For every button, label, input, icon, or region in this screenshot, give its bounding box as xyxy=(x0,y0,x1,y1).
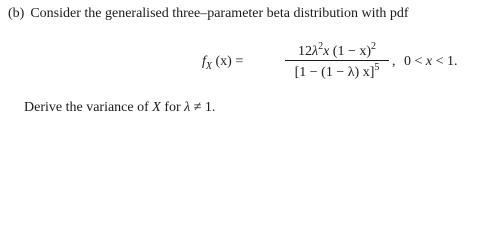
numerator-tail: (1 − x) xyxy=(332,44,372,59)
lhs-subscript: X xyxy=(205,60,212,72)
task-prefix: Derive the variance of xyxy=(24,100,149,115)
denominator-exponent: 5 xyxy=(374,62,380,73)
task-parameter: λ xyxy=(184,100,191,115)
condition-left: 0 < xyxy=(404,54,423,69)
numerator-tail-exponent: 2 xyxy=(371,41,377,52)
task-relation: ≠ 1. xyxy=(193,100,216,115)
numerator-lambda: λ xyxy=(311,44,319,59)
task-variable: X xyxy=(152,100,161,115)
numerator-lambda-exponent: 2 xyxy=(318,41,324,52)
question-text: Consider the generalised three–parameter beta distribution with pdf xyxy=(30,6,409,21)
question-prompt xyxy=(8,6,409,22)
equation-comma: , xyxy=(392,54,396,69)
lhs-argument: (x) = xyxy=(215,54,244,69)
fraction-numerator xyxy=(285,41,389,60)
denominator-body: [1 − (1 − λ) x] xyxy=(294,65,375,80)
support-condition xyxy=(404,54,458,70)
numerator-coefficient: 12 xyxy=(297,44,312,59)
numerator-x: x xyxy=(323,44,330,59)
task-mid: for xyxy=(164,100,181,115)
fraction-denominator xyxy=(285,62,389,81)
fraction-bar xyxy=(285,60,389,61)
question-label: (b) xyxy=(8,6,25,21)
equation-lhs xyxy=(202,54,243,72)
lhs-function: f xyxy=(202,54,206,69)
task-instruction xyxy=(24,100,215,116)
condition-right: < 1. xyxy=(435,54,458,69)
condition-variable: x xyxy=(425,54,433,69)
